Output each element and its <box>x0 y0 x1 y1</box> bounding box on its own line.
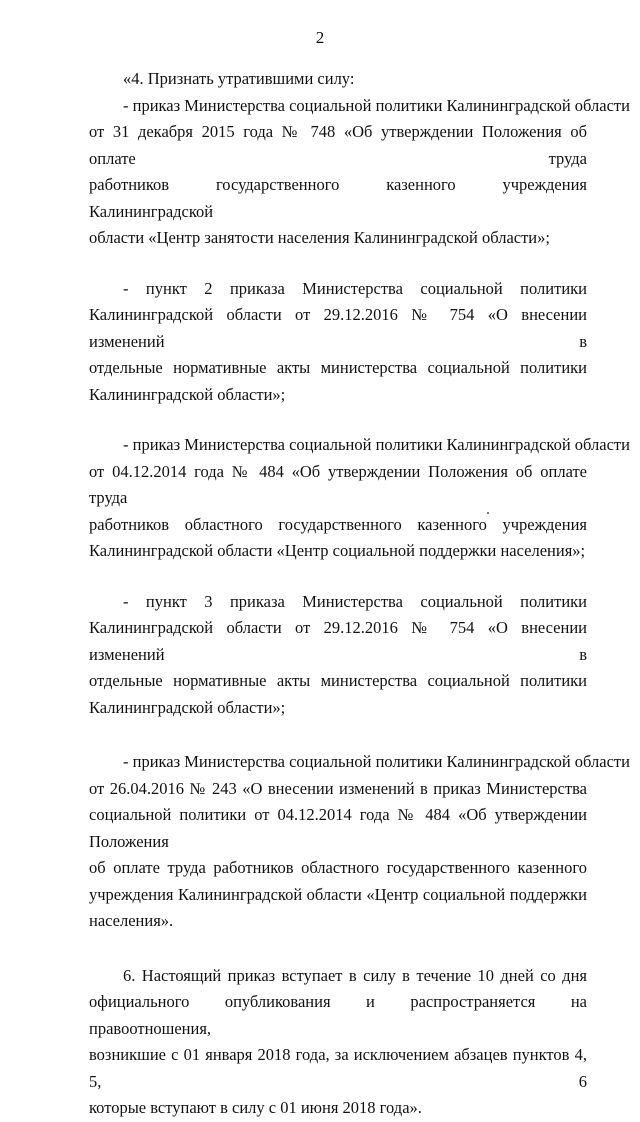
section-heading <box>89 66 587 93</box>
document-body <box>89 66 630 1122</box>
paragraph-line: об оплате труда работников областного государственного казенного <box>89 858 587 877</box>
paragraph-line: официального опубликования и распространяется на правоотношения, <box>89 992 587 1038</box>
paragraph-line: от 26.04.2016 № 243 «О внесении изменений в приказ Министерства <box>89 778 587 798</box>
paragraph-line: от 04.12.2014 года № 484 «Об утверждении Положения об оплате труда <box>89 461 587 507</box>
clause-paragraph <box>89 93 630 252</box>
heading-text: «4. Признать утратившими силу: <box>123 69 355 88</box>
paragraph-line: которые вступают в силу с 01 июня 2018 года». <box>89 1098 422 1117</box>
clause-paragraph <box>89 963 587 1122</box>
clause-paragraph <box>89 432 630 565</box>
paragraph-line: отдельные нормативные акты министерства социальной политики <box>89 671 587 690</box>
clause-paragraph <box>89 589 587 722</box>
paragraph-line: 6. Настоящий приказ вступает в силу в течение 10 дней со дня <box>123 965 587 985</box>
paragraph-line: Калининградской области от 29.12.2016 № 754 «О внесении изменений в <box>89 305 587 351</box>
page-number: 2 <box>315 28 325 47</box>
paragraph-line: от 31 декабря 2015 года № 748 «Об утверждении Положения об оплате труда <box>89 122 587 168</box>
paragraph-line: работников областного государственного казенного учреждения <box>89 514 587 534</box>
paragraph-line: населения». <box>89 911 174 930</box>
clause-paragraph <box>89 276 587 409</box>
paragraph-line: социальной политики от 04.12.2014 года № 484 «Об утверждении Положения <box>89 805 587 851</box>
paragraph-line: Калининградской области»; <box>89 384 286 404</box>
paragraph-line: Калининградской области «Центр социальной поддержки населения»; <box>89 541 586 560</box>
paragraph-line: учреждения Калининградской области «Центр социальной поддержки <box>89 884 587 904</box>
paragraph-line: - пункт 2 приказа Министерства социальной политики <box>123 278 587 298</box>
paragraph-line: работников государственного казенного учреждения Калининградской <box>89 175 587 221</box>
clause-paragraph <box>89 749 630 935</box>
paragraph-line: Калининградской области от 29.12.2016 № 754 «О внесении изменений в <box>89 618 587 664</box>
paragraph-line: отдельные нормативные акты министерства социальной политики <box>89 358 587 377</box>
scan-speck <box>487 512 489 514</box>
paragraph-line: - приказ Министерства социальной политики Калининградской области <box>123 95 630 115</box>
paragraph-line: возникшие с 01 января 2018 года, за исключением абзацев пунктов 4, 5, 6 <box>89 1045 587 1091</box>
paragraph-line: - пункт 3 приказа Министерства социальной политики <box>123 591 587 611</box>
paragraph-line: области «Центр занятости населения Калининградской области»; <box>89 228 550 247</box>
paragraph-line: - приказ Министерства социальной политики Калининградской области <box>123 435 630 454</box>
paragraph-line: Калининградской области»; <box>89 697 286 717</box>
paragraph-line: - приказ Министерства социальной политики Калининградской области <box>123 752 630 771</box>
